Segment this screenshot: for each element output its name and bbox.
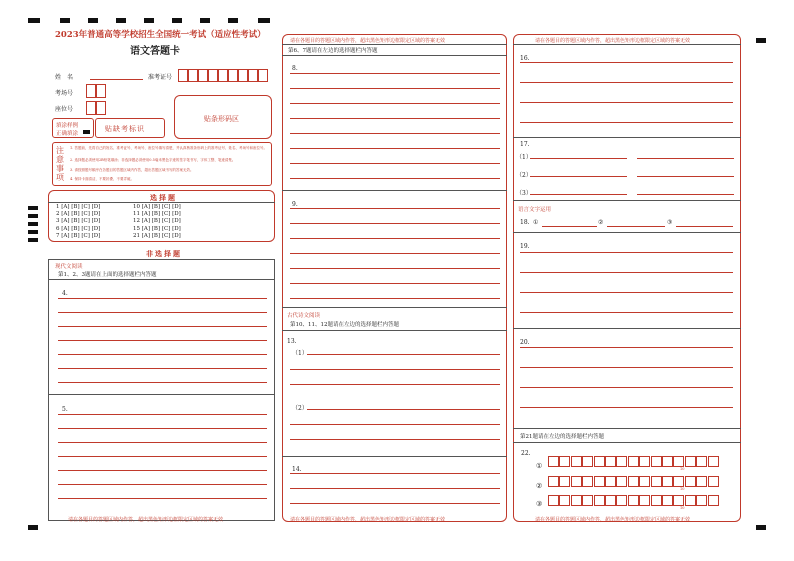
choice-row[interactable]: 12 [A] [B] [C] [D] xyxy=(133,218,181,224)
note-label: 第10、11、12题请在左边的选择题栏内答题 xyxy=(290,322,399,328)
writing-square[interactable] xyxy=(548,456,559,467)
answer-line[interactable] xyxy=(637,194,734,195)
row-mark xyxy=(28,206,38,210)
answer-line[interactable] xyxy=(520,122,733,123)
q18-blank-label: ③ xyxy=(667,219,673,226)
notes-line: 3. 请按照题号顺序在各题目的答题区域内作答，超出答题区域书写的答案无效。 xyxy=(70,168,194,172)
divider xyxy=(282,190,507,191)
note-label: 第1、2、3题请在上面的选择题栏内答题 xyxy=(58,272,157,278)
writing-square[interactable] xyxy=(571,495,582,506)
divider xyxy=(513,328,741,329)
q18-label: 18. xyxy=(520,219,530,226)
writing-square[interactable] xyxy=(662,456,673,467)
q17-part-label: （3） xyxy=(516,190,532,197)
answer-line[interactable] xyxy=(520,272,733,273)
choice-row[interactable]: 3 [A] [B] [C] [D] xyxy=(56,218,101,224)
answer-line[interactable] xyxy=(58,414,267,415)
answer-line[interactable] xyxy=(520,292,733,293)
writing-square[interactable] xyxy=(651,456,662,467)
writing-square[interactable] xyxy=(651,476,662,487)
divider xyxy=(282,44,507,45)
divider xyxy=(282,456,507,457)
writing-square[interactable] xyxy=(616,456,627,467)
q13-part-label: （2） xyxy=(292,405,308,412)
q17-label: 17. xyxy=(520,141,530,148)
room-box[interactable] xyxy=(86,84,96,98)
writing-square[interactable] xyxy=(559,456,570,467)
warning-text: 请在各题目的答题区域内作答，超出黑色矩形边框限定区域的答案无效 xyxy=(68,517,224,523)
answer-line[interactable] xyxy=(637,176,734,177)
answer-line[interactable] xyxy=(290,439,500,440)
seat-box[interactable] xyxy=(86,101,96,115)
writing-square[interactable] xyxy=(594,476,605,487)
answer-line[interactable] xyxy=(58,298,267,299)
answer-line[interactable] xyxy=(290,118,500,119)
answer-line[interactable] xyxy=(607,226,665,227)
divider xyxy=(48,202,275,203)
writing-square[interactable] xyxy=(571,456,582,467)
writing-square[interactable] xyxy=(696,495,707,506)
exam-no-label: 准考证号 xyxy=(148,74,173,81)
q18-blank-label: ① xyxy=(533,219,539,226)
exam-no-box[interactable] xyxy=(218,69,228,82)
divider xyxy=(282,330,507,331)
fill-sample-mark xyxy=(83,130,90,134)
divider xyxy=(48,394,275,395)
answer-line[interactable] xyxy=(58,498,267,499)
nonchoice-title: 非选择题 xyxy=(146,249,182,258)
q14-label: 14. xyxy=(292,466,302,473)
row-mark xyxy=(28,222,38,226)
q17-part-label: （1） xyxy=(516,154,532,161)
q22-row-label: ② xyxy=(536,482,543,490)
writing-square[interactable] xyxy=(616,476,627,487)
answer-line[interactable] xyxy=(307,354,500,355)
char-count-label: 10 xyxy=(680,487,685,491)
writing-square[interactable] xyxy=(685,456,696,467)
q16-label: 16. xyxy=(520,55,530,62)
seat-box[interactable] xyxy=(96,101,106,115)
answer-line[interactable] xyxy=(530,194,627,195)
writing-square[interactable] xyxy=(639,495,650,506)
writing-square[interactable] xyxy=(548,495,559,506)
exam-no-box[interactable] xyxy=(198,69,208,82)
notes-line: 1. 答题前，先将自己的姓名、准考证号、考场号、座位号填写清楚，并认真核准条形码上的准考证号、姓名、考场号和座位号。 xyxy=(70,146,267,150)
writing-square[interactable] xyxy=(605,456,616,467)
writing-square[interactable] xyxy=(628,456,639,467)
writing-square[interactable] xyxy=(673,476,684,487)
answer-line[interactable] xyxy=(290,369,500,370)
notes-line: 2. 选择题必须使用2B铅笔填涂；非选择题必须使用0.5毫米黑色字迹的签字笔书写，字体工整、笔迹清楚。 xyxy=(70,158,236,162)
answer-line[interactable] xyxy=(290,178,500,179)
writing-square[interactable] xyxy=(628,495,639,506)
writing-square[interactable] xyxy=(639,476,650,487)
q8-label: 8. xyxy=(292,65,298,72)
notes-line: 4. 保持卡面清洁，不要折叠、不要弄破。 xyxy=(70,177,134,181)
choice-row[interactable]: 10 [A] [B] [C] [D] xyxy=(133,204,181,210)
sheet-title: 语文答题卡 xyxy=(130,46,180,57)
timing-mark xyxy=(88,18,98,23)
row-mark xyxy=(28,230,38,234)
warning-text: 请在各题目的答题区域内作答，超出黑色矩形边框限定区域的答案无效 xyxy=(535,517,691,523)
q22-row-label: ③ xyxy=(536,500,543,508)
warning-text: 请在各题目的答题区域内作答，超出黑色矩形边框限定区域的答案无效 xyxy=(290,38,446,44)
timing-mark xyxy=(228,18,238,23)
exam-no-box[interactable] xyxy=(258,69,268,82)
answer-line[interactable] xyxy=(520,407,733,408)
answer-line[interactable] xyxy=(290,298,500,299)
answer-line[interactable] xyxy=(58,382,267,383)
answer-line[interactable] xyxy=(58,312,267,313)
writing-square[interactable] xyxy=(685,495,696,506)
answer-line[interactable] xyxy=(290,148,500,149)
writing-square[interactable] xyxy=(685,476,696,487)
name-label: 姓 名 xyxy=(55,74,74,81)
column-2-frame xyxy=(282,34,507,522)
row-mark xyxy=(28,214,38,218)
q4-label: 4. xyxy=(62,290,68,297)
q18-blank-label: ② xyxy=(598,219,604,226)
divider xyxy=(513,137,741,138)
answer-line[interactable] xyxy=(58,340,267,341)
answer-line[interactable] xyxy=(520,62,733,63)
writing-square[interactable] xyxy=(594,456,605,467)
answer-line[interactable] xyxy=(58,470,267,471)
answer-line[interactable] xyxy=(290,268,500,269)
timing-mark xyxy=(144,18,154,23)
divider xyxy=(513,232,741,233)
q22-label: 22. xyxy=(521,450,531,457)
section-label: 语言文字运用 xyxy=(518,207,552,213)
writing-square[interactable] xyxy=(582,476,593,487)
exam-no-box[interactable] xyxy=(248,69,258,82)
answer-line[interactable] xyxy=(542,226,597,227)
barcode-label: 贴条形码区 xyxy=(204,115,239,123)
writing-square[interactable] xyxy=(616,495,627,506)
answer-line[interactable] xyxy=(290,238,500,239)
answer-line[interactable] xyxy=(58,354,267,355)
char-count-label: 10 xyxy=(680,506,685,510)
choice-row[interactable]: 11 [A] [B] [C] [D] xyxy=(133,211,181,217)
divider xyxy=(513,442,741,443)
notes-title: 注意事项 xyxy=(56,146,64,182)
q5-label: 5. xyxy=(62,406,68,413)
answer-line[interactable] xyxy=(290,73,500,74)
answer-line[interactable] xyxy=(290,163,500,164)
answer-line[interactable] xyxy=(290,488,500,489)
timing-mark xyxy=(116,18,126,23)
q20-label: 20. xyxy=(520,339,530,346)
answer-line[interactable] xyxy=(290,133,500,134)
choice-row[interactable]: 6 [A] [B] [C] [D] xyxy=(56,226,101,232)
answer-line[interactable] xyxy=(530,158,627,159)
warning-text: 请在各题目的答题区域内作答，超出黑色矩形边框限定区域的答案无效 xyxy=(290,517,446,523)
choice-title: 选择题 xyxy=(150,193,177,202)
exam-no-box[interactable] xyxy=(238,69,248,82)
room-box[interactable] xyxy=(96,84,106,98)
note-label: 第21题请在左边的选择题栏内答题 xyxy=(520,434,604,440)
answer-line[interactable] xyxy=(676,226,733,227)
seat-label: 座位号 xyxy=(55,106,74,113)
writing-square[interactable] xyxy=(662,476,673,487)
q13-part-label: （1） xyxy=(292,350,308,357)
writing-square[interactable] xyxy=(708,476,719,487)
q22-row-label: ① xyxy=(536,462,543,470)
writing-square[interactable] xyxy=(651,495,662,506)
column-3-frame xyxy=(513,34,741,522)
alignment-mark xyxy=(756,525,766,530)
answer-line[interactable] xyxy=(290,503,500,504)
sticker-label: 贴缺考标识 xyxy=(105,125,145,133)
answer-line[interactable] xyxy=(290,473,500,474)
answer-line[interactable] xyxy=(58,368,267,369)
writing-square[interactable] xyxy=(582,495,593,506)
alignment-mark xyxy=(28,525,38,530)
answer-line[interactable] xyxy=(307,409,500,410)
answer-line[interactable] xyxy=(290,223,500,224)
writing-square[interactable] xyxy=(559,476,570,487)
answer-line[interactable] xyxy=(290,253,500,254)
char-count-label: 10 xyxy=(680,467,685,471)
answer-line[interactable] xyxy=(520,347,733,348)
divider xyxy=(48,279,275,280)
answer-line[interactable] xyxy=(58,442,267,443)
timing-mark xyxy=(200,18,210,23)
divider xyxy=(282,307,507,308)
choice-row[interactable]: 15 [A] [B] [C] [D] xyxy=(133,226,181,232)
answer-line[interactable] xyxy=(637,158,734,159)
correct-fill-label: 正确填涂 xyxy=(56,131,79,137)
divider xyxy=(282,55,507,56)
divider xyxy=(513,428,741,429)
row-mark xyxy=(28,238,38,242)
exam-no-box[interactable] xyxy=(208,69,218,82)
answer-line[interactable] xyxy=(530,176,627,177)
writing-square[interactable] xyxy=(582,456,593,467)
writing-square[interactable] xyxy=(673,495,684,506)
answer-line[interactable] xyxy=(520,102,733,103)
exam-title: 2023年普通高等学校招生全国统一考试（适应性考试） xyxy=(55,30,266,40)
timing-mark xyxy=(60,18,70,23)
writing-square[interactable] xyxy=(639,456,650,467)
writing-square[interactable] xyxy=(696,476,707,487)
q17-part-label: （2） xyxy=(516,172,532,179)
answer-line[interactable] xyxy=(520,312,733,313)
exam-no-box[interactable] xyxy=(188,69,198,82)
answer-line[interactable] xyxy=(290,103,500,104)
writing-square[interactable] xyxy=(708,495,719,506)
answer-line[interactable] xyxy=(290,283,500,284)
writing-square[interactable] xyxy=(548,476,559,487)
writing-square[interactable] xyxy=(559,495,570,506)
answer-line[interactable] xyxy=(58,326,267,327)
answer-line[interactable] xyxy=(520,82,733,83)
answer-line[interactable] xyxy=(58,428,267,429)
exam-no-box[interactable] xyxy=(228,69,238,82)
answer-line[interactable] xyxy=(290,208,500,209)
fill-sample-label: 填涂样例 xyxy=(56,123,79,129)
alignment-mark xyxy=(28,18,40,23)
answer-line[interactable] xyxy=(520,252,733,253)
choice-row[interactable]: 2 [A] [B] [C] [D] xyxy=(56,211,101,217)
section-label: 现代文阅读 xyxy=(55,264,83,270)
alignment-mark xyxy=(756,38,766,43)
choice-row[interactable]: 21 [A] [B] [C] [D] xyxy=(133,233,181,239)
timing-mark xyxy=(172,18,182,23)
writing-square[interactable] xyxy=(696,456,707,467)
answer-line[interactable] xyxy=(520,387,733,388)
answer-line[interactable] xyxy=(58,484,267,485)
writing-square[interactable] xyxy=(594,495,605,506)
choice-row[interactable]: 7 [A] [B] [C] [D] xyxy=(56,233,101,239)
warning-text: 请在各题目的答题区域内作答，超出黑色矩形边框限定区域的答案无效 xyxy=(535,38,691,44)
q13-label: 13. xyxy=(287,338,297,345)
alignment-mark xyxy=(258,18,270,23)
note-label: 第6、7题请在左边的选择题栏内答题 xyxy=(288,48,378,54)
answer-line[interactable] xyxy=(290,384,500,385)
writing-square[interactable] xyxy=(628,476,639,487)
section-label: 古代诗文阅读 xyxy=(287,313,321,319)
answer-line[interactable] xyxy=(290,424,500,425)
answer-line[interactable] xyxy=(58,456,267,457)
divider xyxy=(513,200,741,201)
writing-square[interactable] xyxy=(673,456,684,467)
writing-square[interactable] xyxy=(605,495,616,506)
name-field[interactable] xyxy=(90,79,143,80)
divider xyxy=(513,44,741,45)
room-label: 考场号 xyxy=(55,90,74,97)
writing-square[interactable] xyxy=(708,456,719,467)
q9-label: 9. xyxy=(292,201,298,208)
writing-square[interactable] xyxy=(605,476,616,487)
choice-row[interactable]: 1 [A] [B] [C] [D] xyxy=(56,204,101,210)
answer-line[interactable] xyxy=(520,367,733,368)
writing-square[interactable] xyxy=(571,476,582,487)
answer-line[interactable] xyxy=(290,88,500,89)
writing-square[interactable] xyxy=(662,495,673,506)
q19-label: 19. xyxy=(520,243,530,250)
exam-no-box[interactable] xyxy=(178,69,188,82)
